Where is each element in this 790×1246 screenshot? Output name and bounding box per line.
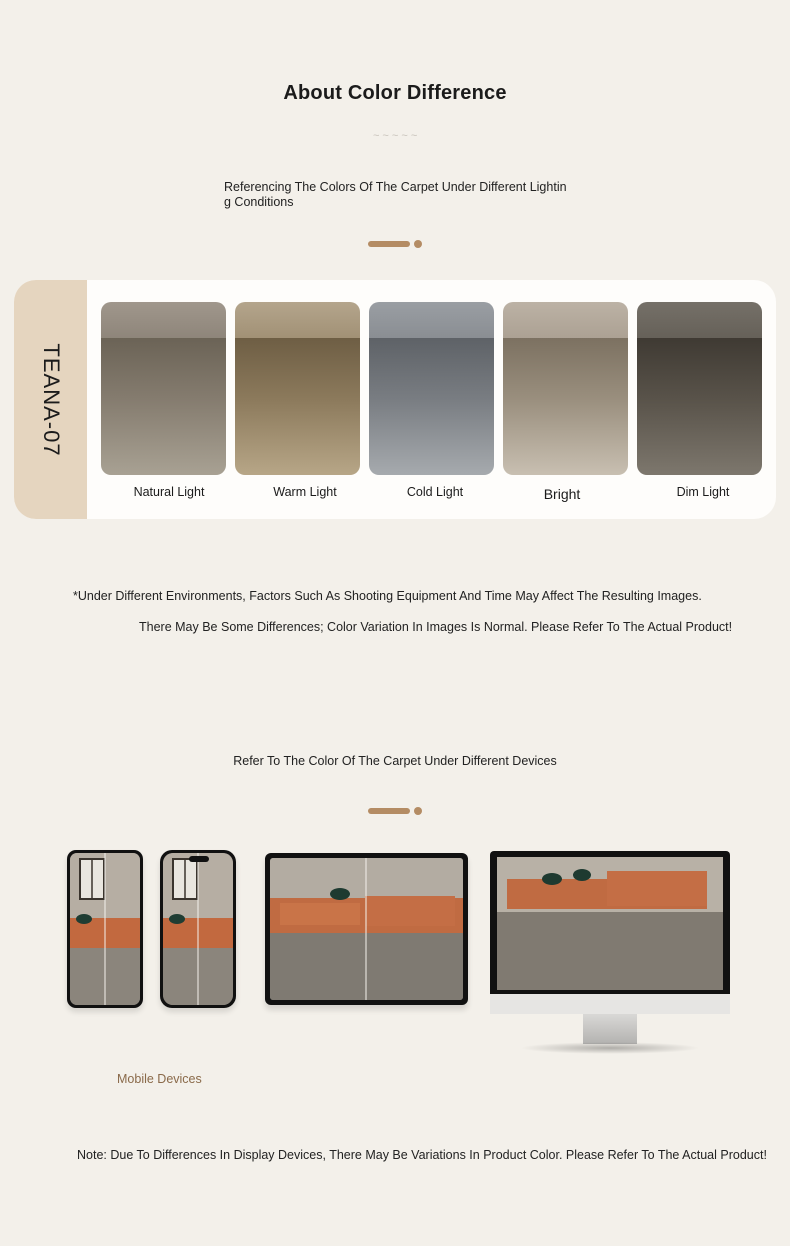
disclaimer-line-1: *Under Different Environments, Factors Such As Shooting Equipment And Time May Affect The Resulting Images.	[73, 589, 702, 603]
swatch-cold-light	[369, 302, 494, 475]
swatch-label-warm-light: Warm Light	[273, 485, 337, 499]
page-title: About Color Difference	[283, 82, 507, 104]
swatch-label-bright: Bright	[543, 486, 581, 502]
room-image	[497, 857, 723, 990]
section-divider	[368, 240, 428, 248]
swatch-warm-light	[235, 302, 360, 475]
monitor-stand	[583, 1014, 637, 1044]
swatch-dim-light	[637, 302, 762, 475]
swatch-natural-light	[101, 302, 226, 475]
swatch-label-dim-light: Dim Light	[676, 485, 730, 499]
devices-note: Note: Due To Differences In Display Devices, There May Be Variations In Product Color. Please Refer To The Actual Product!	[77, 1148, 767, 1162]
swatch-bright	[503, 302, 628, 475]
monitor-device	[490, 851, 730, 996]
swatch-label-natural-light: Natural Light	[133, 485, 205, 499]
section-divider-2	[368, 807, 428, 815]
devices-section-title: Refer To The Color Of The Carpet Under Different Devices	[233, 754, 557, 768]
phone-device-2	[160, 850, 236, 1008]
disclaimer-line-2: There May Be Some Differences; Color Variation In Images Is Normal. Please Refer To The Actual Product!	[139, 620, 733, 634]
lighting-comparison-panel	[14, 280, 776, 519]
monitor-shadow	[520, 1042, 700, 1054]
mobile-devices-label: Mobile Devices	[117, 1072, 202, 1086]
room-image	[70, 853, 140, 1005]
swatch-label-cold-light: Cold Light	[406, 485, 464, 499]
faint-subtitle-decoration: ~ ~ ~ ~ ~	[372, 130, 418, 142]
model-name: TEANA-07	[39, 343, 64, 457]
room-image	[270, 858, 463, 1000]
phone-device-1	[67, 850, 143, 1008]
intro-text: Referencing The Colors Of The Carpet Under Different Lighting Conditions	[224, 180, 567, 209]
tablet-device	[265, 853, 468, 1005]
monitor-chin	[490, 994, 730, 1014]
room-image	[163, 853, 233, 1005]
model-tab	[14, 280, 87, 519]
